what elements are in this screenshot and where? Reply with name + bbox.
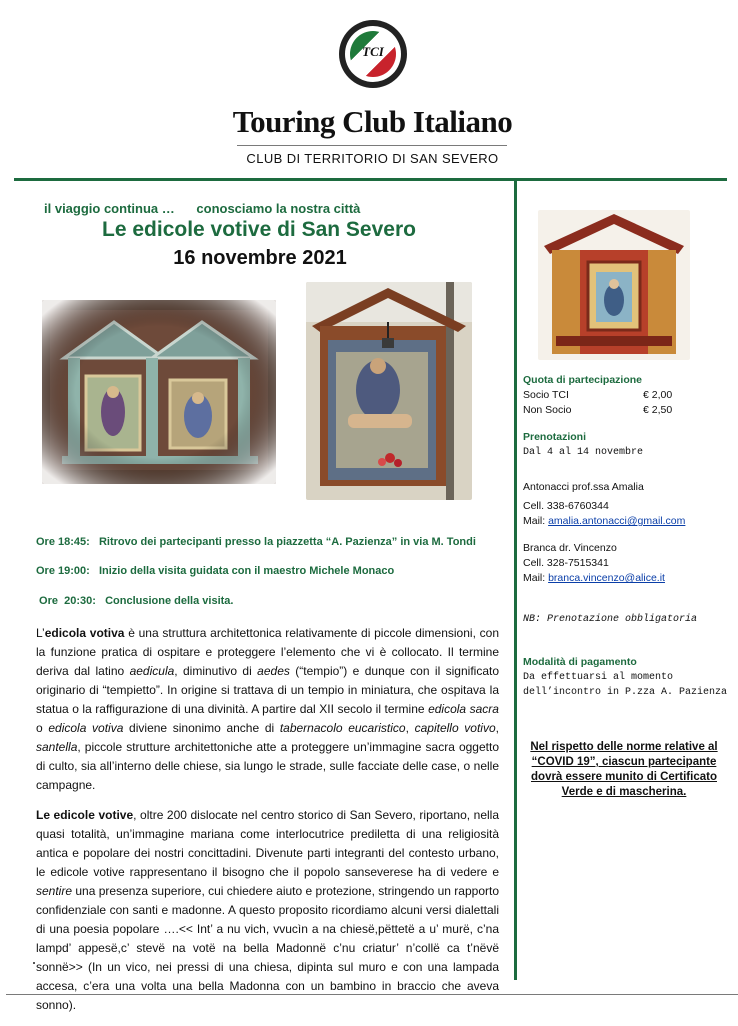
tci-logo-text: TCI — [362, 44, 384, 59]
tci-logo — [339, 20, 407, 88]
covid-notice: Nel rispetto delle norme relative al “COVID 19”, ciascun partecipante dovrà essere munito di Certificato Verde e di mascherina. — [530, 741, 718, 798]
quota-heading: Quota di partecipazione — [523, 374, 643, 386]
page-title: Le edicole votive di San Severo — [102, 218, 416, 241]
email-link[interactable]: branca.vincenzo@alice.it — [548, 572, 665, 584]
prenotazioni-section — [523, 430, 723, 460]
club-name: CLUB DI TERRITORIO DI SAN SEVERO — [246, 151, 499, 166]
contact-cell: Cell. 328-7515341 — [523, 557, 609, 569]
kicker-text: il viaggio continua … conosciamo la nostra città — [44, 201, 361, 216]
price-row: Socio TCI € 2,00 — [523, 389, 673, 401]
booking-note: NB: Prenotazione obbligatoria — [523, 614, 698, 625]
schedule-item: Ore 19:00: Inizio della visita guidata con il maestro Michele Monaco — [36, 565, 395, 577]
event-date: 16 novembre 2021 — [173, 247, 347, 269]
contact-branca: Branca dr. Vincenzo Cell. 328-7515341 Mail: branca.vincenzo@alice.it — [523, 541, 728, 586]
article-body — [36, 624, 499, 1026]
header-divider — [14, 178, 727, 181]
prenotazioni-dates: Dal 4 al 14 novembre — [523, 447, 644, 458]
footer-rule — [6, 994, 738, 995]
contact-cell: Cell. 338-6760344 — [523, 500, 609, 512]
payment-section — [523, 655, 728, 700]
contact-name: Branca dr. Vincenzo — [523, 542, 617, 554]
paragraph-definition: L’edicola votiva è una struttura architettonica relativamente di piccole dimensioni, con la funzione pratica di ospitare e proteggere l’elemento che vi è collocato. Il termine deriva dal latino aedicula, diminutivo di aedes (“tempio”) e dunque con il significato originario di “tempietto”. In origine si trattava di un tempio in miniatura, che ospitava la statua o la raffigurazione di una divinità. A partire dal XII secolo il termine edicola sacra o edicola votiva diviene sinonimo anche di tabernacolo eucaristico, capitello votivo, santella, piccole strutture architettoniche atte a proteggere un’immagine sacra oggetto di culto, sia all’interno delle chiese, sia lungo le strade, sulle facciate delle case, o nelle campagne. — [36, 626, 500, 792]
brand-underline — [237, 145, 507, 146]
payment-line: dell’incontro in P.zza A. Pazienza — [523, 687, 728, 698]
quota-section — [523, 373, 703, 418]
schedule-item: Ore 18:45: Ritrovo dei partecipanti presso la piazzetta “A. Pazienza” in via M. Tondi — [36, 536, 476, 548]
schedule-item: Ore 20:30: Conclusione della visita. — [36, 595, 234, 607]
prenotazioni-heading: Prenotazioni — [523, 431, 587, 443]
photo-twin-shrines — [42, 300, 276, 484]
paragraph-san-severo: Le edicole votive, oltre 200 dislocate nel centro storico di San Severo, riportano, nella quasi totalità, un’immagine mariana come interlocutrice prediletta di una religiosità antica e popolare dei nostri concittadini. Divenute parti integranti del contesto urbano, le edicole votive rappresentano il bisogno che il popolo sanseverese ha di vedere e sentire una presenza superiore, cui chiedere aiuto e protezione, stringendo un rapporto confidenziale con santi e madonne. A questo proposito ricordiamo alcuni versi dialettali di una poesia popolare ….<< Int’ a nu vich, vvucìn a na chiesë,pëttetë a u’ murë, c’na lampd’ appesë,c’ stevë na votë na bella Madonnë c’nu criatur’ n’collë ca t’nëvë sonnë>> (In un vico, nei pressi di una chiesa, dipinta sul muro e con una lampada accesa, c’era una volta una bella Madonna con un bambino in braccio che aveva sonno). — [36, 808, 500, 1012]
brand-name: Touring Club Italiano — [232, 104, 513, 139]
price-row: Non Socio € 2,50 — [523, 404, 673, 416]
email-link[interactable]: amalia.antonacci@gmail.com — [548, 515, 686, 527]
payment-heading: Modalità di pagamento — [523, 656, 637, 668]
photo-pieta-shrine — [306, 282, 472, 500]
page-dot — [33, 962, 35, 964]
photo-tabernacle-shrine — [538, 210, 690, 360]
column-divider — [514, 180, 517, 980]
payment-line: Da effettuarsi al momento — [523, 672, 674, 683]
contact-name: Antonacci prof.ssa Amalia — [523, 481, 644, 493]
contact-antonacci: Antonacci prof.ssa Amalia Cell. 338-6760344 Mail: amalia.antonacci@gmail.com — [523, 480, 728, 529]
